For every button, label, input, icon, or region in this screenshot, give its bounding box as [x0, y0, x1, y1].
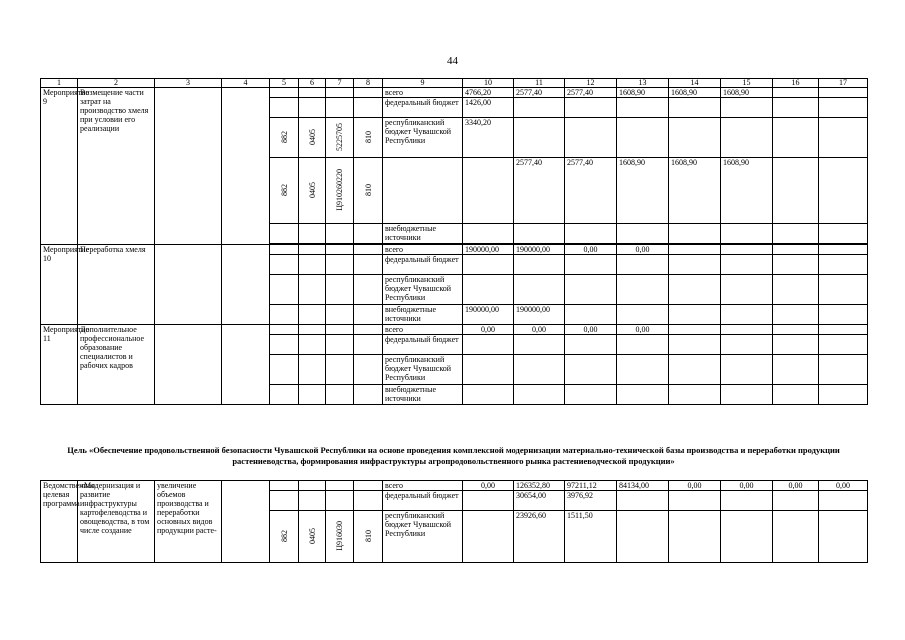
table-cell: 1426,00 — [463, 98, 514, 118]
col-header: 10 — [463, 79, 514, 88]
event-name: Дополнительное профессиональное образование специалистов и рабочих кадров — [78, 325, 155, 405]
table-cell: 190000,00 — [463, 305, 514, 325]
table-cell: 2577,40 — [565, 158, 617, 224]
table-cell: 3976,92 — [565, 491, 617, 511]
source-label: федеральный бюджет — [383, 98, 463, 118]
table-cell: 0,00 — [565, 325, 617, 335]
goal-heading: Цель «Обеспечение продовольственной безопасности Чувашской Республики на основе проведения комплексной модернизации материально-технической базы производства и переработки продукции растениеводства, формирования инфраструктуры агропродовольственного рынка растениеводческой продукции» — [67, 445, 840, 466]
empty-cell — [222, 88, 270, 245]
table-cell: 4766,20 — [463, 88, 514, 98]
table-cell: 190000,00 — [514, 245, 565, 255]
source-label: республиканский бюджет Чувашской Республики — [383, 118, 463, 158]
budget-table — [40, 78, 868, 405]
program-name: «Модернизация и развитие инфраструктуры картофелеводства и овощеводства, в том числе создание — [78, 481, 155, 563]
code-cell: 810 — [354, 118, 383, 158]
col-header: 9 — [383, 79, 463, 88]
table-cell: 1608,90 — [721, 158, 773, 224]
table-row — [41, 325, 868, 335]
code-cell: 0405 — [299, 158, 326, 224]
table-cell: 1608,90 — [669, 88, 721, 98]
table-row — [41, 245, 868, 255]
table-row — [41, 88, 868, 98]
event-label: Мероприятие 9 — [41, 88, 78, 245]
table-cell: 2577,40 — [565, 88, 617, 98]
col-header: 5 — [270, 79, 299, 88]
event-name: Переработка хмеля — [78, 245, 155, 325]
col-header: 7 — [326, 79, 354, 88]
source-label: федеральный бюджет — [383, 255, 463, 275]
source-label: республиканский бюджет Чувашской Республики — [383, 511, 463, 563]
code-cell: 882 — [270, 158, 299, 224]
code-cell: 882 — [270, 511, 299, 563]
table-cell: 0,00 — [617, 245, 669, 255]
table-cell: 190000,00 — [514, 305, 565, 325]
program-label: Ведомственная целевая программа — [41, 481, 78, 563]
source-label: республиканский бюджет Чувашской Республики — [383, 355, 463, 385]
code-cell: Ц916030 — [326, 511, 354, 563]
table-cell: 0,00 — [463, 481, 514, 491]
event-name: Возмещение части затрат на производство хмеля при условии его реализации — [78, 88, 155, 245]
empty-cell — [155, 88, 222, 245]
source-label: федеральный бюджет — [383, 491, 463, 511]
table-cell: 0,00 — [819, 481, 868, 491]
code-cell: 0405 — [299, 118, 326, 158]
table-cell: 0,00 — [617, 325, 669, 335]
source-label: всего — [383, 325, 463, 335]
code-cell: 810 — [354, 158, 383, 224]
event-label: Мероприятие 10 — [41, 245, 78, 325]
source-label: всего — [383, 245, 463, 255]
col-header: 14 — [669, 79, 721, 88]
table-cell: 0,00 — [463, 325, 514, 335]
col-header: 4 — [222, 79, 270, 88]
code-cell: 5225705 — [326, 118, 354, 158]
source-label: всего — [383, 88, 463, 98]
table-cell: 0,00 — [669, 481, 721, 491]
col-header: 8 — [354, 79, 383, 88]
table-cell: 30654,00 — [514, 491, 565, 511]
program-table — [40, 480, 868, 563]
table-cell: 1608,90 — [617, 158, 669, 224]
col-header: 17 — [819, 79, 868, 88]
header-row — [41, 79, 868, 88]
code-cell: 810 — [354, 511, 383, 563]
source-label: всего — [383, 481, 463, 491]
source-label: внебюджетные источники — [383, 224, 463, 244]
page-number: 44 — [447, 55, 458, 67]
source-label: внебюджетные источники — [383, 305, 463, 325]
col-header: 12 — [565, 79, 617, 88]
col-header: 6 — [299, 79, 326, 88]
table-row — [41, 481, 868, 491]
col-header: 2 — [78, 79, 155, 88]
table-cell: 1608,90 — [721, 88, 773, 98]
table-cell: 23926,60 — [514, 511, 565, 563]
table-cell: 126352,80 — [514, 481, 565, 491]
table-cell: 1608,90 — [617, 88, 669, 98]
col-header: 3 — [155, 79, 222, 88]
col-header: 16 — [773, 79, 819, 88]
table-cell: 0,00 — [565, 245, 617, 255]
source-label: федеральный бюджет — [383, 335, 463, 355]
code-cell: Ц910260220 — [326, 158, 354, 224]
table-cell: 190000,00 — [463, 245, 514, 255]
table-cell: 0,00 — [514, 325, 565, 335]
table-cell: 0,00 — [773, 481, 819, 491]
program-goal: увеличение объемов производства и переработки основных видов продукции расте- — [155, 481, 222, 563]
col-header: 13 — [617, 79, 669, 88]
table-cell: 2577,40 — [514, 88, 565, 98]
col-header: 1 — [41, 79, 78, 88]
table-cell: 1511,50 — [565, 511, 617, 563]
table-cell: 1608,90 — [669, 158, 721, 224]
table-cell: 0,00 — [721, 481, 773, 491]
source-label: внебюджетные источники — [383, 385, 463, 405]
table-cell: 84134,00 — [617, 481, 669, 491]
code-cell: 882 — [270, 118, 299, 158]
code-cell: 0405 — [299, 511, 326, 563]
source-label: республиканский бюджет Чувашской Республики — [383, 275, 463, 305]
col-header: 15 — [721, 79, 773, 88]
table-cell: 3340,20 — [463, 118, 514, 158]
table-cell: 97211,12 — [565, 481, 617, 491]
table-cell: 2577,40 — [514, 158, 565, 224]
col-header: 11 — [514, 79, 565, 88]
event-label: Мероприятие 11 — [41, 325, 78, 405]
